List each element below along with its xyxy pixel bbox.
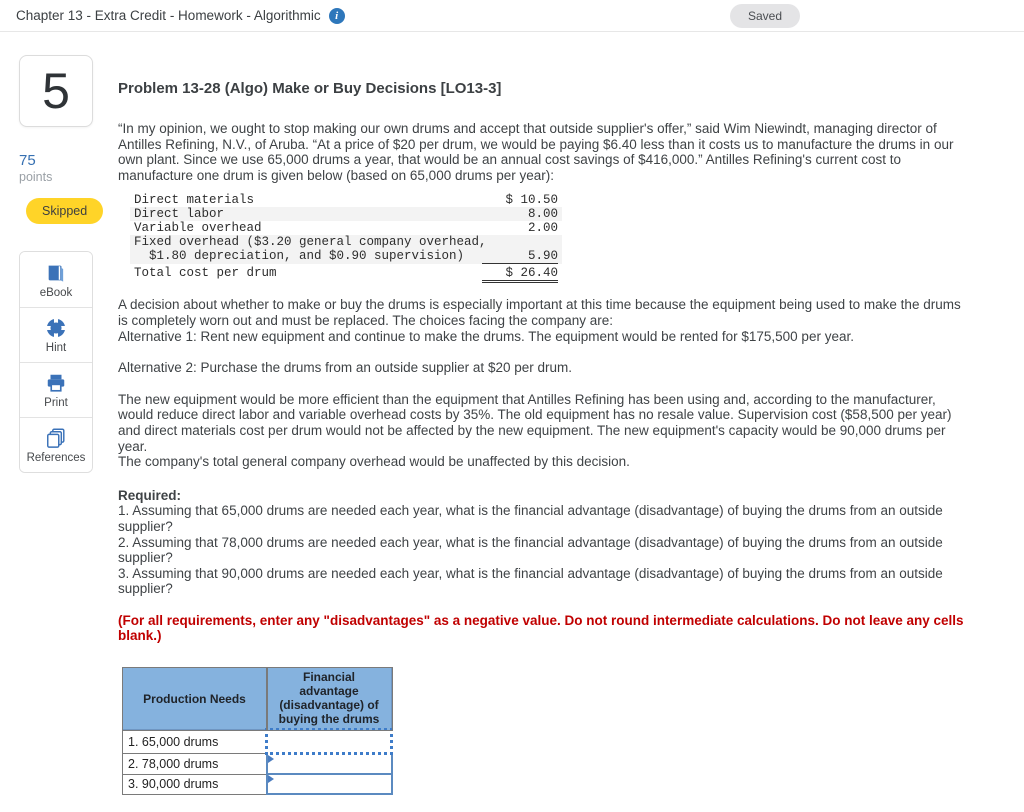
answer-cell-2[interactable] [267, 754, 392, 775]
column-header-financial-advantage: Financial advantage (disadvantage) of buying the drums [267, 668, 392, 730]
answer-input-2[interactable] [268, 755, 391, 773]
references-button[interactable] [20, 417, 92, 472]
hint-button[interactable] [20, 307, 92, 362]
row-label-1: 1. 65,000 drums [123, 730, 267, 754]
ebook-book-icon [45, 261, 67, 285]
alternative-2-paragraph: Alternative 2: Purchase the drums from an outside supplier at $20 per drum. [118, 360, 572, 376]
table-row [123, 754, 392, 775]
cell-marker-icon [268, 755, 274, 763]
status-badge: Skipped [26, 198, 103, 224]
table-row-total: Total cost per drum $ 26.40 [130, 266, 562, 283]
ebook-button[interactable] [20, 252, 92, 307]
table-row: $1.80 depreciation, and $0.90 supervision) 5.90 [130, 249, 562, 264]
cost-per-drum-table [130, 193, 562, 283]
answer-cell-1[interactable] [267, 730, 392, 754]
points-value: 75 [19, 152, 36, 169]
decision-paragraph: A decision about whether to make or buy the drums is especially important at this time because the equipment being used to make the drums is completely worn out and must be replaced. The choices facing the company are: Alternative 1: Rent new equipment and continue to make the drums. The equipment would be rented for $175,500 per year. [118, 297, 961, 344]
points-block [19, 152, 100, 184]
printer-icon [45, 371, 67, 395]
hint-life-ring-icon [45, 316, 67, 340]
instruction-note: (For all requirements, enter any "disadvantages" as a negative value. Do not round intermediate calculations. Do not leave any cells blank.) [118, 612, 964, 644]
problem-body [118, 55, 970, 795]
row-label-2: 2. 78,000 drums [123, 754, 267, 775]
print-button[interactable] [20, 362, 92, 417]
sidebar [0, 55, 100, 795]
problem-title: Problem 13-28 (Algo) Make or Buy Decisions [LO13-3] [118, 80, 502, 97]
intro-paragraph: “In my opinion, we ought to stop making our own drums and accept that outside supplier's offer,” said Wim Niewindt, managing director of Antilles Refining, N.V., of Aruba. “At a price of $20 per drum, we would be paying $6.40 less than it costs us to manufacture the drums in our own plant. Since we use 65,000 drums a year, that would be an annual cost savings of $416,000.” Antilles Refining's current cost to manufacture one drum is given below (based on 65,000 drums per year): [118, 121, 954, 183]
required-item-3: 3. Assuming that 90,000 drums are needed each year, what is the financial advantage (disadvantage) of buying the drums from an outside supplier? [118, 565, 943, 597]
table-row: Direct materials $ 10.50 [134, 193, 558, 208]
required-section [118, 488, 970, 597]
references-label: References [26, 452, 86, 464]
column-header-production-needs: Production Needs [123, 668, 267, 730]
points-label: points [19, 170, 53, 184]
tools-panel [19, 251, 93, 473]
table-row [123, 730, 392, 754]
required-item-2: 2. Assuming that 78,000 drums are needed each year, what is the financial advantage (disadvantage) of buying the drums from an outside supplier? [118, 534, 943, 566]
question-number-card [19, 55, 93, 127]
page-content [0, 32, 1024, 795]
required-item-1: 1. Assuming that 65,000 drums are needed each year, what is the financial advantage (disadvantage) of buying the drums from an outside supplier? [118, 503, 943, 534]
top-bar [0, 0, 1024, 32]
ebook-label: eBook [39, 286, 73, 299]
table-row: Variable overhead 2.00 [134, 221, 558, 236]
references-pages-icon [45, 426, 67, 450]
answer-cell-3[interactable] [267, 774, 392, 794]
answer-table [122, 667, 393, 795]
required-heading: Required: [118, 487, 182, 503]
print-label: Print [44, 397, 68, 409]
assignment-title: Chapter 13 - Extra Credit - Homework - Algorithmic [16, 8, 321, 23]
cell-marker-icon [268, 775, 274, 783]
table-row: Direct labor 8.00 [130, 207, 562, 221]
new-equipment-paragraph: The new equipment would be more efficient than the equipment that Antilles Refining has been using and, according to the manufacturer, would reduce direct labor and variable overhead costs by 35%. The old equipment has no resale value. Supervision cost ($58,500 per year) and direct materials cost per drum would not be affected by the new equipment. The new equipment's capacity would be 90,000 drums per year. The company's total general company overhead would be unaffected by this decision. [118, 391, 952, 470]
row-label-3: 3. 90,000 drums [123, 774, 267, 794]
answer-input-3[interactable] [268, 775, 391, 793]
saved-status-badge: Saved [730, 4, 800, 28]
answer-input-1[interactable] [268, 731, 390, 752]
answer-table-header-row [123, 668, 392, 730]
question-number: 5 [42, 63, 70, 119]
table-row [123, 774, 392, 794]
hint-label: Hint [45, 342, 67, 354]
table-row: Fixed overhead ($3.20 general company overhead, [130, 235, 562, 249]
info-icon[interactable]: i [329, 8, 345, 24]
